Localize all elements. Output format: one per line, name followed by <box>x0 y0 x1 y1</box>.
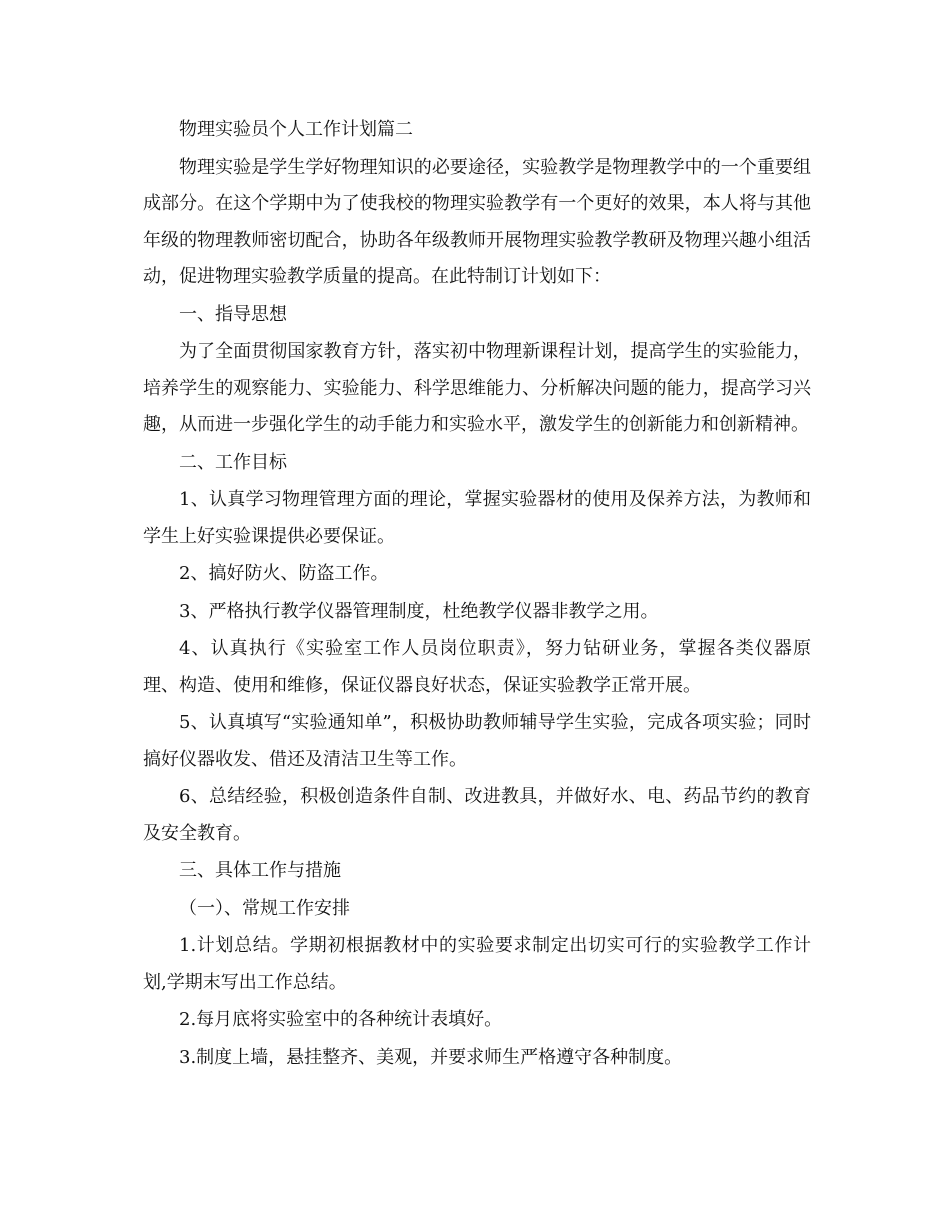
section-heading-guiding-principle: 一、指导思想 <box>179 303 287 325</box>
subsection-heading-routine-work: （一）、常规工作安排 <box>179 897 350 919</box>
goal-item: 3、严格执行教学仪器管理制度，杜绝教学仪器非教学之用。 <box>179 600 659 622</box>
measure-item: 3.制度上墙，悬挂整齐、美观，并要求师生严格遵守各种制度。 <box>179 1046 683 1068</box>
goal-item: 4、认真执行《实验室工作人员岗位职责》，努力钻研业务，掌握各类仪器原理、构造、使用和维修，保证仪器良好状态，保证实验教学正常开展。 <box>143 638 811 696</box>
guiding-principle-paragraph: 为了全面贯彻国家教育方针，落实初中物理新课程计划，提高学生的实验能力，培养学生的观察能力、实验能力、科学思维能力、分析解决问题的能力，提高学习兴趣，从而进一步强化学生的动手能力和实验水平，激发学生的创新能力和创新精神。 <box>143 341 811 435</box>
goal-item: 5、认真填写“实验通知单”，积极协助教师辅导学生实验，完成各项实验；同时搞好仪器收发、借还及清洁卫生等工作。 <box>143 712 811 770</box>
measure-item: 2.每月底将实验室中的各种统计表填好。 <box>179 1009 503 1030</box>
goal-item: 2、搞好防火、防盗工作。 <box>179 563 389 584</box>
section-heading-measures: 三、具体工作与措施 <box>179 860 341 881</box>
intro-paragraph: 物理实验是学生学好物理知识的必要途径，实验教学是物理教学中的一个重要组成部分。在这个学期中为了使我校的物理实验教学有一个更好的效果，本人将与其他年级的物理教师密切配合，协助各年级教师开展物理实验教学教研及物理兴趣小组活动，促进物理实验教学质量的提高。在此特制订计划如下： <box>143 156 811 287</box>
document-body <box>143 112 811 1076</box>
section-heading-work-goals: 二、工作目标 <box>179 451 287 473</box>
document-title: 物理实验员个人工作计划篇二 <box>179 119 413 140</box>
goal-item: 6、总结经验，积极创造条件自制、改进教具，并做好水、电、药品节约的教育及安全教育。 <box>143 786 811 844</box>
goal-item: 1、认真学习物理管理方面的理论，掌握实验器材的使用及保养方法，为教师和学生上好实验课提供必要保证。 <box>143 489 811 547</box>
measure-item: 1.计划总结。学期初根据教材中的实验要求制定出切实可行的实验教学工作计划,学期末写出工作总结。 <box>143 935 811 993</box>
